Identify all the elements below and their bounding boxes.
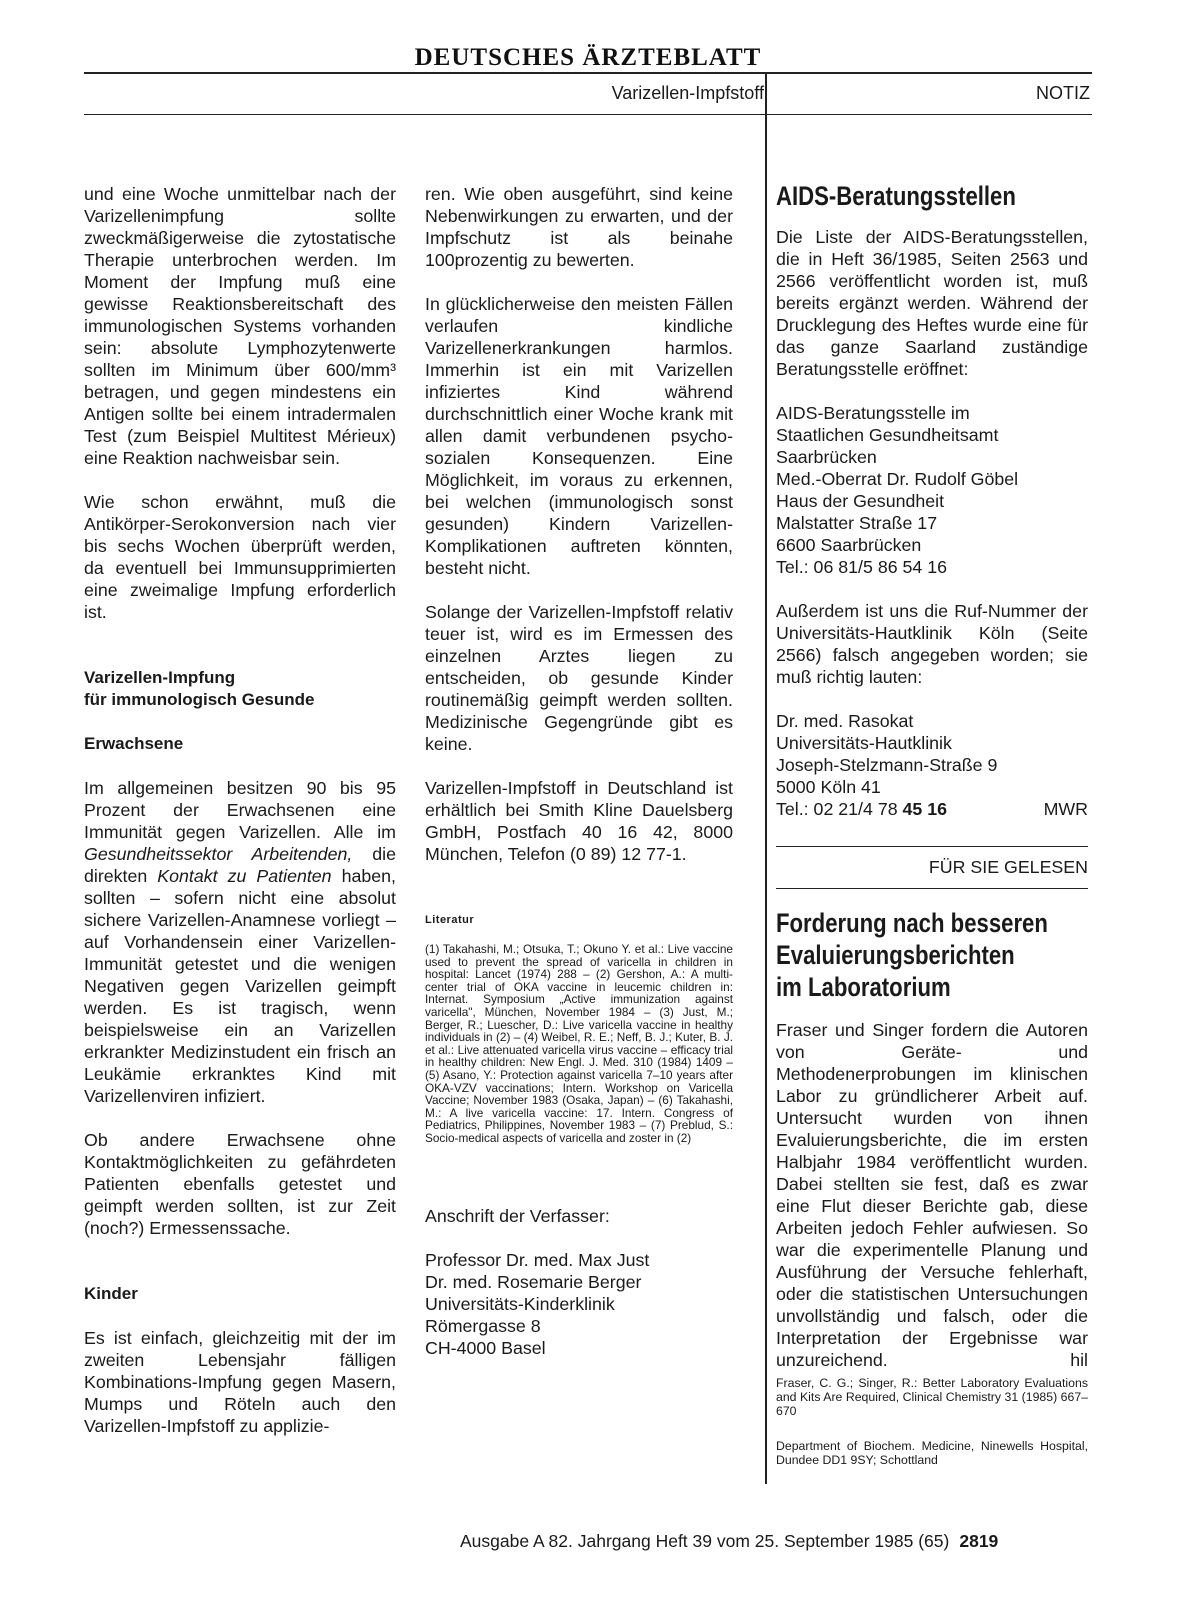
masthead-rule bbox=[84, 72, 1092, 74]
col1-paragraph: Im allgemeinen besitzen 90 bis 95 Prozent der Erwachsenen eine Immunität gegen Varizellen. Alle im Gesundheitssektor Arbeitenden, die direkten Kontakt zu Patienten haben, sollten – sofern nicht eine absolut sichere Varizellen-Anamnese vorliegt – auf Vorhandensein einer Varizellen-Immunität getestet und die wenigen Negativen gegen Varizellen geimpft werden. Es ist tragisch, wenn beispielsweise ein an Varizellen erkrankter Medizinstudent ein frisch an Leukämie erkranktes Kind mit Varizellenviren infiziert. bbox=[84, 778, 397, 1106]
phone-number: Tel.: 02 21/4 78 45 16 bbox=[776, 799, 948, 819]
col1-paragraph: und eine Woche unmittelbar nach der Varizellenimpfung sollte zweckmäßigerweise die zytostatische Therapie unterbrochen werden. Im Moment der Impfung muß eine gewisse Reaktionsbereitschaft des immunologischen Systems vorhanden sein: absolute Lymphozytenwerte sollten im Minimum über 600/mm³ betragen, und gegen mindestens ein Antigen sollte bei einem intradermalen Test (zum Beispiel Multitest Mérieux) eine Reaktion nachweisbar sein. bbox=[84, 184, 396, 468]
col2-paragraph: Varizellen-Impfstoff in Deutschland ist erhältlich bei Smith Kline Dauelsberg GmbH, Postfach 40 16 42, 8000 München, Telefon (0 89) 12 77-1. bbox=[425, 778, 733, 864]
author-address bbox=[425, 1249, 733, 1359]
author-signature: MWR bbox=[1043, 799, 1088, 819]
address-line: Tel.: 06 81/5 86 54 16 bbox=[776, 557, 948, 577]
subheading: Varizellen-Impfung bbox=[84, 668, 236, 687]
col3-paragraph: Fraser und Singer fordern die Autoren von Geräte- und Methodenerprobungen im klinischen Labor zu gründlicherer Arbeit auf. Untersucht wurden von ihnen Evaluierungsberichte, die im ersten Halbjahr 1984 veröffentlicht wurden. Dabei stellten sie fest, daß es zwar eine Flut dieser Berichte gab, diese Arbeiten jedoch Fehler aufwiesen. So war die experimentelle Planung und Ausführung der Versuche fehlerhaft, oder die statistischen Untersuchungen unvollständig und falsch, oder die Interpretation der Ergebnisse war unzureichend. hil bbox=[776, 1020, 1088, 1370]
notiz-column-divider bbox=[765, 74, 767, 1484]
page-footer bbox=[460, 1531, 1100, 1552]
heading-line: Forderung nach besseren bbox=[776, 908, 1048, 938]
page-number: 2819 bbox=[959, 1531, 999, 1551]
col2-paragraph: Solange der Varizellen-Impfstoff relativ teuer ist, wird es im Ermessen des einzelnen Arztes liegen zu entscheiden, ob gesunde Kinder routinemäßig geimpft werden sollten. Medizinische Gegengründe gibt es keine. bbox=[425, 602, 733, 754]
col3-paragraph: Die Liste der AIDS-Beratungsstellen, die in Heft 36/1985, Seiten 2563 und 2566 veröffentlicht worden ist, muß bereits ergänzt werden. Während der Drucklegung des Heftes wurde eine für das ganze Saarland zuständige Beratungsstelle eröffnet: bbox=[776, 227, 1088, 379]
hautklinik-address bbox=[776, 710, 1088, 820]
address-line: Dr. med. Rosemarie Berger bbox=[425, 1271, 642, 1292]
address-line: Staatlichen Gesundheitsamt bbox=[776, 425, 999, 445]
literature-list: (1) Takahashi, M.; Otsuka, T.; Okuno Y. et al.: Live vaccine used to prevent the spread of varicella in children in hospital: Lancet (1974) 288 – (2) Gershon, A.: A multi-center trial of OKA vaccine in leucemic children in: Internat. Symposium „Active immunization against varicella", München, November 1984 – (3) Just, M.; Berger, R.; Luescher, D.: Live varicella vaccine in healthy individuals in (2) – (4) Weibel, R. E.; Neff, B. J.; Kuter, B. J. et al.: Live attenuated varicella virus vaccine – efficacy trial in healthy children: New Engl. J. Med. 310 (1984) 1409 – (5) Asano, Y.: Protection against varicella 7–10 years after OKA-VZV vaccinations; Intern. Workshop on Varicella Vaccine; November 1983 (Osaka, Japan) – (6) Takahashi, M.: A live varicella vaccine: 17. Intern. Congress of Pediatrics, Philippines, November 1983 – (7) Preblud, S.: Socio-medical aspects of varicella and zoster in (2) bbox=[425, 942, 733, 1145]
col2-paragraph: In glücklicherweise den meisten Fällen verlaufen kindliche Varizellenerkrankungen harmlos. Immerhin ist ein mit Varizellen infiziertes Kind während durchschnittlich einer Woche krank mit allen damit verbundenen psycho-sozialen Konsequenzen. Eine Möglichkeit, im voraus zu erkennen, bei welchen (immunologisch sonst gesunden) Kindern Varizellen-Komplikationen auftreten könnten, besteht nicht. bbox=[425, 294, 733, 578]
col3-paragraph: Außerdem ist uns die Ruf-Nummer der Universitäts-Hautklinik Köln (Seite 2566) falsch angegeben worden; sie muß richtig lauten: bbox=[776, 601, 1088, 687]
article-heading bbox=[776, 907, 1088, 1003]
address-line: CH-4000 Basel bbox=[425, 1337, 546, 1358]
section-label-gelesen: FÜR SIE GELESEN bbox=[928, 857, 1088, 877]
column-2 bbox=[425, 183, 733, 1359]
reference-affiliation: Department of Biochem. Medicine, Ninewells Hospital, Dundee DD1 9SY; Schottland bbox=[776, 1439, 1088, 1468]
heading-line: im Laboratorium bbox=[776, 972, 951, 1002]
address-line: Joseph-Stelzmann-Straße 9 bbox=[776, 755, 998, 775]
masthead: DEUTSCHES ÄRZTEBLATT bbox=[414, 44, 762, 71]
section-rule bbox=[776, 888, 1088, 889]
header-bottom-rule bbox=[84, 114, 1092, 115]
address-line: Dr. med. Rasokat bbox=[776, 711, 914, 731]
section-title: Varizellen-Impfstoff bbox=[611, 83, 764, 103]
col2-paragraph: ren. Wie oben ausgeführt, sind keine Nebenwirkungen zu erwarten, und der Impfschutz ist als beinahe 100prozentig zu bewerten. bbox=[425, 184, 733, 270]
heading-line: Evaluierungsberichten bbox=[776, 940, 1015, 970]
column-3-lower bbox=[776, 907, 1088, 1490]
section-rule bbox=[776, 846, 1088, 847]
address-line: Saarbrücken bbox=[776, 447, 877, 467]
col1-paragraph: Es ist einfach, gleichzeitig mit der im zweiten Lebensjahr fälligen Kombinations-Impfung gegen Masern, Mumps und Röteln auch den Varizellen-Impfstoff zu applizie- bbox=[84, 1328, 396, 1436]
col1-paragraph: Ob andere Erwachsene ohne Kontaktmöglichkeiten zu gefährdeten Patienten ebenfalls getestet und geimpft werden sollten, ist zur Zeit (noch?) Ermessenssache. bbox=[84, 1130, 396, 1238]
col1-paragraph: Wie schon erwähnt, muß die Antikörper-Serokonversion nach vier bis sechs Wochen überprüft werden, da eventuell bei Immunsupprimierten eine zweimalige Impfung erforderlich ist. bbox=[84, 492, 396, 622]
author-signature: hil bbox=[1070, 1350, 1088, 1370]
phone-row bbox=[776, 798, 1088, 820]
address-line: Römergasse 8 bbox=[425, 1315, 541, 1336]
address-line: Universitäts-Kinderklinik bbox=[425, 1293, 615, 1314]
aids-address bbox=[776, 402, 1088, 578]
reference: Fraser, C. G.; Singer, R.: Better Laboratory Evaluations and Kits Are Required, Clinical Chemistry 31 (1985) 667–670 bbox=[776, 1376, 1088, 1418]
aids-heading: AIDS-Beratungsstellen bbox=[776, 181, 1016, 211]
address-line: Professor Dr. med. Max Just bbox=[425, 1249, 650, 1270]
address-line: Malstatter Straße 17 bbox=[776, 513, 938, 533]
address-line: 5000 Köln 41 bbox=[776, 777, 881, 797]
subheading: für immunologisch Gesunde bbox=[84, 690, 315, 709]
column-1 bbox=[84, 183, 396, 1459]
subheading: Erwachsene bbox=[84, 734, 184, 753]
address-label: Anschrift der Verfasser: bbox=[425, 1205, 610, 1226]
address-line: Universitäts-Hautklinik bbox=[776, 733, 952, 753]
address-line: 6600 Saarbrücken bbox=[776, 535, 922, 555]
section-label-notiz: NOTIZ bbox=[1036, 83, 1090, 103]
address-line: AIDS-Beratungsstelle im bbox=[776, 403, 970, 423]
subheading: Kinder bbox=[84, 1284, 138, 1303]
address-line: Haus der Gesundheit bbox=[776, 491, 945, 511]
address-line: Med.-Oberrat Dr. Rudolf Göbel bbox=[776, 469, 1019, 489]
literature-heading: Literatur bbox=[425, 914, 475, 926]
issue-info: Ausgabe A 82. Jahrgang Heft 39 vom 25. September 1985 (65) bbox=[460, 1531, 950, 1551]
column-3 bbox=[776, 180, 1088, 820]
